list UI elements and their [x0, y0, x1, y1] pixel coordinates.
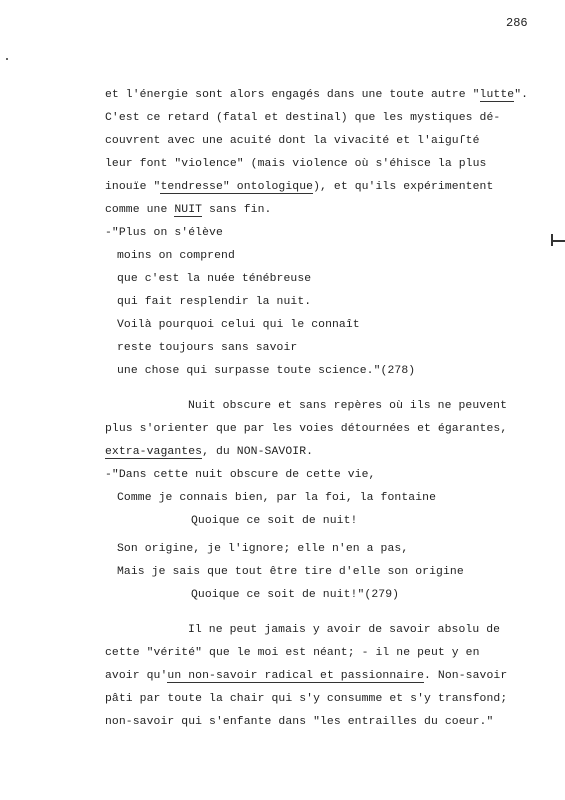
- margin-dot-mark: [6, 58, 8, 60]
- underlined-text: lutte: [479, 89, 515, 101]
- margin-bar-mark: [551, 240, 565, 242]
- underlined-text: extra-vagantes: [105, 446, 203, 458]
- text-line: [105, 203, 271, 217]
- text-line: [105, 468, 375, 482]
- text-line: [117, 364, 415, 378]
- page-number: 286: [506, 16, 528, 30]
- text-line: [188, 399, 507, 413]
- text-line: [105, 669, 507, 683]
- text-segment: que c'est la nuée ténébreuse: [117, 273, 312, 285]
- text-segment: ".: [514, 89, 529, 101]
- text-line: [191, 588, 399, 602]
- text-segment: moins on comprend: [117, 250, 235, 262]
- text-line: [105, 134, 480, 148]
- underlined-text: un non-savoir radical et passionnaire: [167, 670, 425, 682]
- text-segment: et l'énergie sont alors engagés dans une toute autre ": [105, 89, 480, 101]
- text-line: [117, 249, 235, 263]
- text-line: [117, 272, 311, 286]
- text-line: [105, 180, 493, 194]
- text-segment: -"Plus on s'élève: [105, 227, 223, 239]
- text-segment: couvrent avec une acuité dont la vivacité et l'aiguſté: [105, 135, 480, 147]
- text-line: [105, 88, 528, 102]
- text-segment: ), et qu'ils expérimentent: [313, 181, 494, 193]
- text-line: [105, 445, 313, 459]
- underlined-text: NUIT: [174, 204, 203, 216]
- text-segment: Son origine, je l'ignore; elle n'en a pas,: [117, 543, 409, 555]
- text-line: [105, 422, 507, 436]
- text-segment: Comme je connais bien, par la foi, la fontaine: [117, 492, 437, 504]
- text-line: [105, 226, 223, 240]
- text-segment: Voilà pourquoi celui qui le connaît: [117, 319, 360, 331]
- text-line: [117, 565, 464, 579]
- text-segment: sans fin.: [202, 204, 272, 216]
- text-line: [191, 514, 357, 528]
- text-segment: . Non-savoir: [424, 670, 508, 682]
- text-segment: non-savoir qui s'enfante dans "les entrailles du coeur.": [105, 716, 494, 728]
- text-line: [117, 318, 360, 332]
- text-line: [105, 715, 493, 729]
- underlined-text: tendresse" ontologique: [160, 181, 314, 193]
- text-segment: Quoique ce soit de nuit!: [191, 515, 358, 527]
- text-segment: C'est ce retard (fatal et destinal) que les mystiques dé-: [105, 112, 501, 124]
- text-segment: , du NON-SAVOIR.: [202, 446, 314, 458]
- text-line: [105, 157, 486, 171]
- text-segment: plus s'orienter que par les voies détournées et égarantes,: [105, 423, 508, 435]
- text-segment: reste toujours sans savoir: [117, 342, 298, 354]
- text-line: [188, 623, 500, 637]
- text-segment: -"Dans cette nuit obscure de cette vie,: [105, 469, 376, 481]
- text-line: [105, 692, 507, 706]
- text-line: [117, 341, 297, 355]
- text-segment: Quoique ce soit de nuit!"(279): [191, 589, 400, 601]
- text-segment: leur font "violence" (mais violence où s'éhisce la plus: [105, 158, 487, 170]
- text-segment: Mais je sais que tout être tire d'elle son origine: [117, 566, 464, 578]
- text-segment: qui fait resplendir la nuit.: [117, 296, 312, 308]
- text-segment: une chose qui surpasse toute science."(278): [117, 365, 416, 377]
- text-segment: inouïe ": [105, 181, 161, 193]
- text-line: [117, 295, 311, 309]
- text-segment: cette "vérité" que le moi est néant; - il ne peut y en: [105, 647, 480, 659]
- text-line: [105, 646, 480, 660]
- text-segment: Il ne peut jamais y avoir de savoir absolu de: [188, 624, 501, 636]
- text-segment: comme une: [105, 204, 175, 216]
- text-line: [105, 111, 500, 125]
- text-segment: pâti par toute la chair qui s'y consumme et s'y transfond;: [105, 693, 508, 705]
- text-line: [117, 542, 408, 556]
- text-segment: Nuit obscure et sans repères où ils ne peuvent: [188, 400, 508, 412]
- text-line: [117, 491, 436, 505]
- text-segment: avoir qu': [105, 670, 168, 682]
